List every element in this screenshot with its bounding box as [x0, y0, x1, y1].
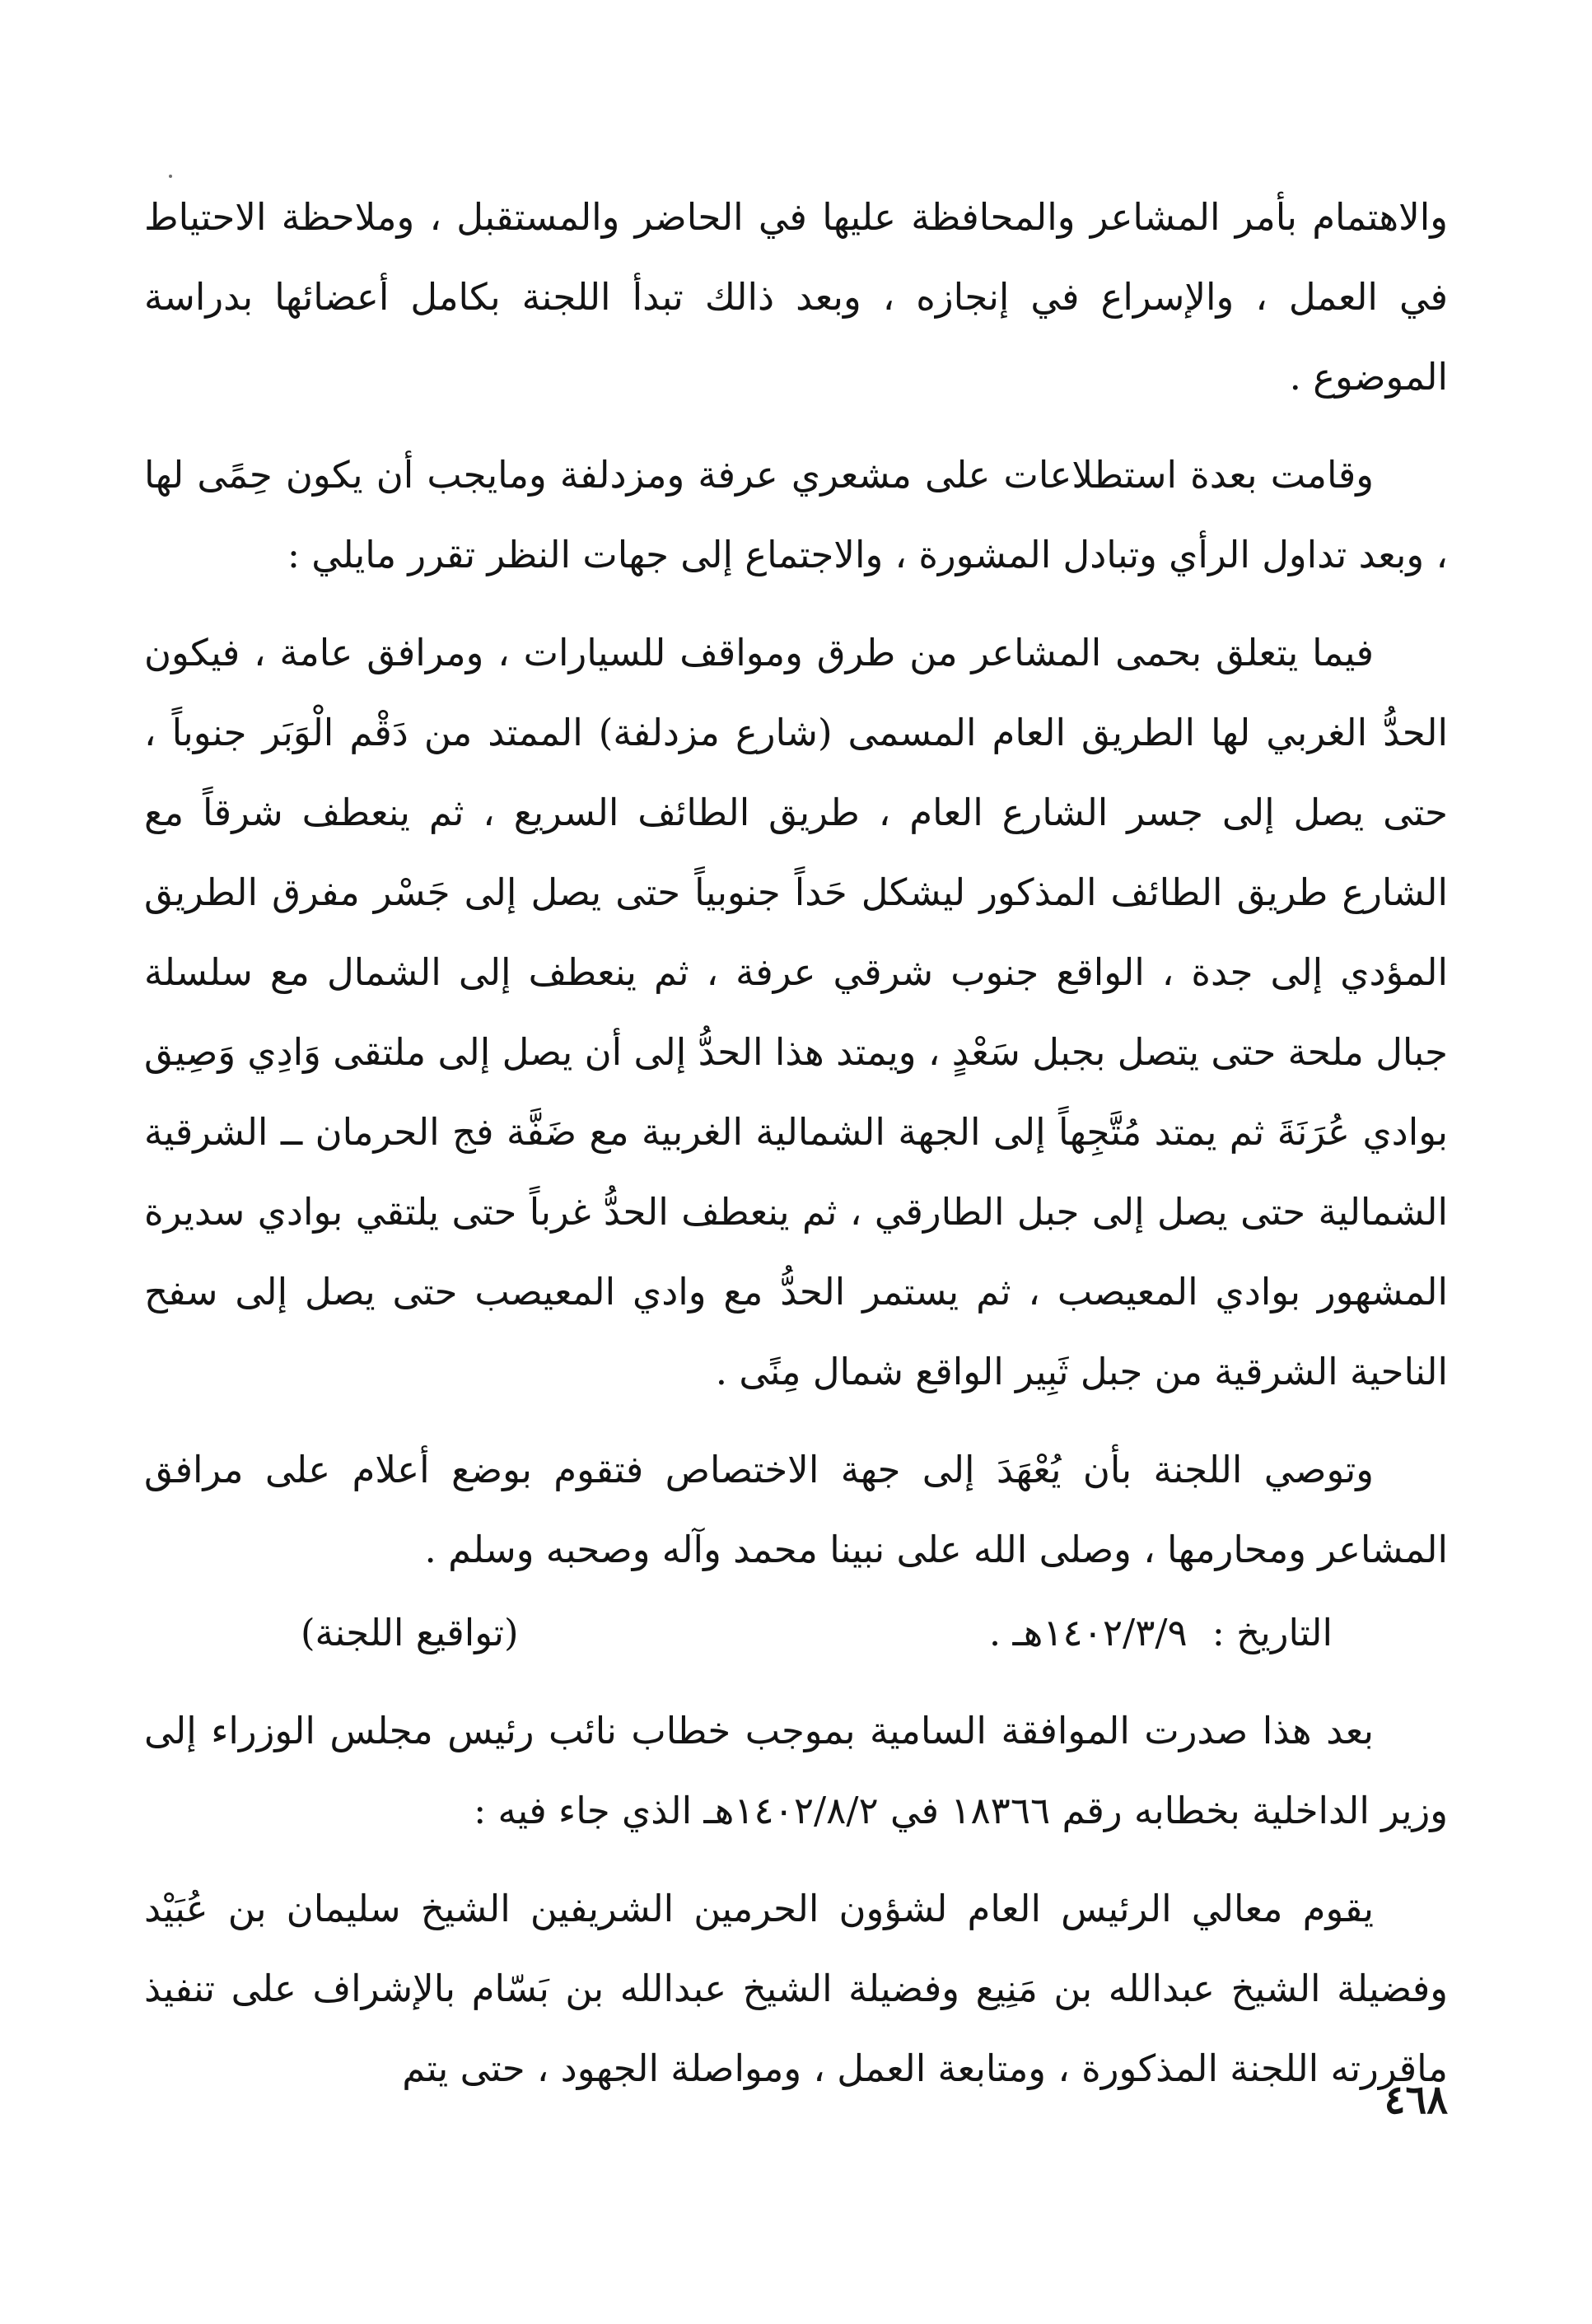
date-label: التاريخ :: [1212, 1611, 1333, 1654]
paragraph-intro-continuation: والاهتمام بأمر المشاعر والمحافظة عليها في الحاضر والمستقبل ، وملاحظة الاحتياط في العمل ، والإسراع في إنجازه ، وبعد ذالك تبدأ اللجنة بكامل أعضائها بدراسة الموضوع .: [144, 195, 1448, 399]
page-number: ٤٦٨: [1384, 2077, 1448, 2123]
date-group: [989, 1593, 1333, 1673]
paragraph-boundaries: فيما يتعلق بحمى المشاعر من طرق ومواقف للسيارات ، ومرافق عامة ، فيكون الحدُّ الغربي لها الطريق العام المسمى (شارع مزدلفة) الممتد من دَقْم الْوَبَر جنوباً ، حتى يصل إلى جسر الشارع العام ، طريق الطائف السريع ، ثم ينعطف شرقاً مع الشارع طريق الطائف المذكور ليشكل حَداً جنوبياً حتى يصل إلى جَسْر مفرق الطريق المؤدي إلى جدة ، الواقع جنوب شرقي عرفة ، ثم ينعطف إلى الشمال مع سلسلة جبال ملحة حتى يتصل بجبل سَعْدٍ ، ويمتد هذا الحدُّ إلى أن يصل إلى ملتقى وَادِي وَصِيق بوادي عُرَنَةَ ثم يمتد مُتَّجِهاً إلى الجهة الشمالية الغربية مع ضَفَّة فج الحرمان ــ الشرقية الشمالية حتى يصل إلى جبل الطارقي ، ثم ينعطف الحدُّ غرباً حتى يلتقي بوادي سديرة المشهور بوادي المعيصب ، ثم يستمر الحدُّ مع وادي المعيصب حتى يصل إلى سفح الناحية الشرقية من جبل ثَبِير الواقع شمال مِنًى .: [144, 631, 1448, 1393]
paragraph-supervision: يقوم معالي الرئيس العام لشؤون الحرمين الشريفين الشيخ سليمان بن عُبَيْد وفضيلة الشيخ عبدالله بن مَنِيع وفضيلة الشيخ عبدالله بن بَسّام بالإشراف على تنفيذ ماقررته اللجنة المذكورة ، ومتابعة العمل ، ومواصلة الجهود ، حتى يتم: [144, 1887, 1448, 2090]
document-body: [144, 177, 1448, 2108]
paragraph-recommendation: وتوصي اللجنة بأن يُعْهَدَ إلى جهة الاختصاص فتقوم بوضع أعلام على مرافق المشاعر ومحارمها ، وصلى الله على نبينا محمد وآله وصحبه وسلم .: [144, 1448, 1448, 1571]
paragraph-royal-approval: بعد هذا صدرت الموافقة السامية بموجب خطاب نائب رئيس مجلس الوزراء إلى وزير الداخلية بخطابه رقم ١٨٣٦٦ في ١٤٠٢/٨/٢هـ الذي جاء فيه :: [144, 1709, 1448, 1832]
date-value: ١٤٠٢/٣/٩هـ .: [988, 1611, 1188, 1654]
date-signature-row: [144, 1593, 1448, 1673]
paragraph-surveys: وقامت بعدة استطلاعات على مشعري عرفة ومزدلفة ومايجب أن يكون حِمًى لها ، وبعد تداول الرأي وتبادل المشورة ، والاجتماع إلى جهات النظر تقرر مايلي :: [144, 453, 1448, 576]
committee-signatures: (تواقيع اللجنة): [301, 1611, 519, 1654]
